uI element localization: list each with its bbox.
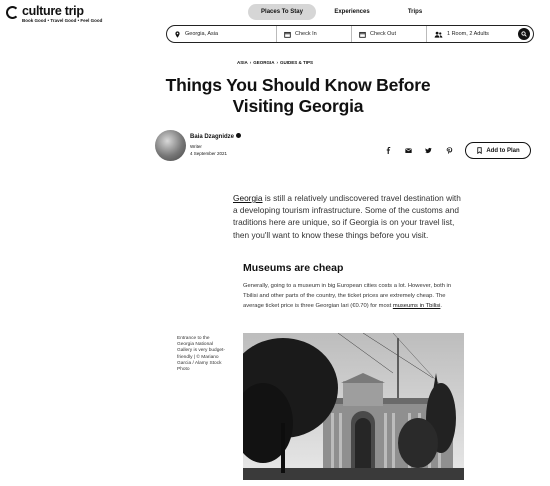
location-pin-icon [174,31,181,38]
breadcrumb-separator: › [249,60,252,65]
verified-badge-icon [236,133,241,138]
calendar-icon [359,31,366,38]
article-title: Things You Should Know Before Visiting Georgia [165,75,431,116]
search-bar [166,25,534,43]
nav-experiences[interactable]: Experiences [334,9,370,15]
check-out-placeholder: Check Out [370,31,396,37]
publish-date: 4 September 2021 [190,151,228,156]
add-to-plan-label: Add to Plan [486,147,520,154]
national-gallery-photo [243,333,464,480]
main-nav [248,4,442,20]
brand-tagline: Book Good • Travel Good • Feel Good [22,18,103,23]
breadcrumb-asia[interactable]: ASIA [236,60,248,65]
breadcrumb-guides-tips[interactable]: GUIDES & TIPS [280,60,314,65]
georgia-link[interactable]: Georgia [233,193,263,203]
pinterest-icon[interactable] [445,146,453,154]
guests-field[interactable] [427,26,517,42]
facebook-icon[interactable] [384,146,392,154]
location-value: Georgia, Asia [185,31,219,37]
email-icon[interactable] [404,146,412,154]
culture-trip-logo[interactable] [6,5,102,24]
guests-icon [434,31,443,38]
section-body [243,281,465,311]
guests-value: 1 Room, 2 Adults [447,31,489,37]
brand-name: culture trip [22,4,84,18]
article-intro [233,192,463,241]
image-caption: Entrance to the Georgia National Gallery is very budget-friendly | © Mariano Garcia / Alamy Stock Photo [177,336,225,373]
calendar-icon [284,31,291,38]
check-out-field[interactable] [352,26,427,42]
bookmark-icon [476,147,483,154]
breadcrumb-separator: › [276,60,278,65]
section-body-end: . [440,303,443,309]
breadcrumb [0,60,550,65]
breadcrumb-georgia[interactable]: GEORGIA [253,60,275,65]
check-in-field[interactable] [277,26,352,42]
add-to-plan-button[interactable] [465,142,531,159]
section-body-text: Generally, going to a museum in big European cities costs a lot. However, both in Tbilisi and other parts of the country, the ticket prices are extremely cheap. The average ticket price is three Georgian lari (€0.70) for most [243,283,452,309]
search-button[interactable] [518,28,530,40]
author-role: Writer [190,144,202,149]
author-name-row[interactable] [190,133,241,140]
check-in-placeholder: Check In [295,31,317,37]
logo-mark-icon [6,6,19,19]
intro-text: is still a relatively undiscovered travel destination with a developing tourism infrastructure. Some of the customs and traditions here are unique, so if Georgia is on your travel list, then you'll want to know these things before you visit. [233,193,461,240]
location-field[interactable] [167,26,277,42]
twitter-icon[interactable] [424,146,432,154]
museums-in-tbilisi-link[interactable]: museums in Tbilisi [392,303,441,309]
nav-trips[interactable]: Trips [407,9,423,15]
nav-places-to-stay[interactable]: Places To Stay [248,4,316,20]
section-heading: Museums are cheap [243,262,344,274]
search-icon [521,31,527,37]
author-avatar[interactable] [155,130,186,161]
author-name: Baia Dzagnidze [190,134,235,140]
